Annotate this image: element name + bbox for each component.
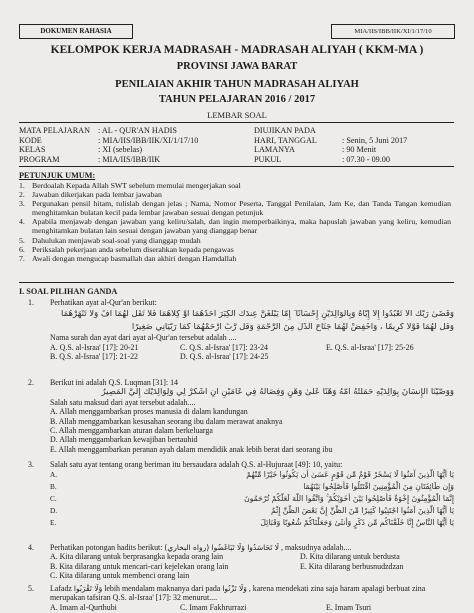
info-value: : MIA/IIS/IBB/IIK bbox=[98, 154, 161, 164]
info-value: : 07.30 - 09.00 bbox=[342, 154, 390, 164]
question-1 bbox=[19, 298, 454, 361]
stem-text: , maksudnya adalah.... bbox=[279, 543, 352, 552]
info-row bbox=[254, 155, 407, 165]
option-b[interactable] bbox=[50, 481, 454, 493]
arabic-option: إِنَّمَا الْمُؤْمِنُونَ إِخْوَةٌ فَأَصْلِحُوا بَيْنَ أَخَوَيْكُمْ ۚ وَاتَّقُوا اللَّهَ لَعَلَّكُمْ تُرْحَمُونَ bbox=[244, 494, 454, 504]
header-province: PROVINSI JAWA BARAT bbox=[176, 61, 298, 72]
info-row bbox=[19, 126, 198, 136]
confidential-tag: DOKUMEN RAHASIA bbox=[19, 24, 133, 39]
option-e[interactable] bbox=[50, 517, 454, 529]
question-number: 1. bbox=[28, 298, 34, 307]
stem-text: lebih mendalam maknanya dari pada bbox=[102, 584, 223, 593]
option-c[interactable]: C. Imam Fakhrurrazi bbox=[180, 602, 247, 612]
instruction-item bbox=[19, 190, 451, 199]
info-row bbox=[254, 126, 407, 136]
instruction-item bbox=[19, 236, 451, 245]
instruction-text: Awali dengan mengucap basmallah dan akhiri dengan Hamdallah bbox=[32, 253, 237, 263]
question-body bbox=[50, 378, 454, 454]
info-key: LAMANYA bbox=[254, 145, 295, 155]
info-right bbox=[254, 126, 407, 164]
arabic-verse: وَوَصَّيْنَا الْإِنسَانَ بِوَالِدَيْهِ حَمَلَتْهُ أُمُّهُ وَهْنًا عَلَىٰ وَهْنٍ وَفِصَالُهُ فِي عَامَيْنِ أَنِ اشْكُرْ لِي وَلِوَالِدَيْكَ إِلَيَّ الْمَصِيرُ bbox=[101, 388, 454, 398]
question-body bbox=[50, 584, 454, 612]
question-prompt: Salah satu maksud dari ayat tersebut adalah.... bbox=[50, 397, 196, 407]
info-left bbox=[19, 126, 198, 164]
arabic-option: يَا أَيُّهَا النَّاسُ إِنَّا خَلَقْنَاكُم مِّن ذَكَرٍ وَأُنثَىٰ وَجَعَلْنَاكُمْ شُعُوبًا وَقَبَائِلَ bbox=[260, 518, 454, 528]
option-d[interactable]: D. Kita dilarang untuk berdusta bbox=[300, 552, 400, 562]
question-4 bbox=[19, 543, 454, 581]
instruction-number: 7. bbox=[19, 253, 25, 263]
info-value: : Senin, 5 Juni 2017 bbox=[342, 135, 408, 145]
option-d[interactable] bbox=[50, 505, 454, 517]
instructions-title: PETUNJUK UMUM: bbox=[19, 171, 96, 180]
section-title: I. SOAL PILIHAN GANDA bbox=[19, 287, 118, 296]
option-a[interactable] bbox=[50, 469, 454, 481]
question-stem bbox=[50, 543, 454, 552]
question-stem bbox=[50, 584, 454, 603]
info-value: : MIA/IIS/IBB/IIK/XI/1/17/10 bbox=[98, 135, 199, 145]
question-body bbox=[50, 460, 454, 529]
instruction-number: 5. bbox=[19, 235, 25, 245]
divider-info bbox=[19, 166, 454, 167]
info-key: DIUJIKAN PADA bbox=[254, 126, 316, 135]
option-d[interactable]: D. Q.S. al-Israa' [17]: 24-25 bbox=[180, 352, 269, 362]
arabic-option: يَا أَيُّهَا الَّذِينَ آمَنُوا لَا يَسْخَرْ قَوْمٌ مِّن قَوْمٍ عَسَىٰ أَن يَكُونُوا خَيْرًا مِّنْهُمْ bbox=[246, 470, 454, 480]
option-a[interactable]: A. Allah menggambarkan proses manusia di dalam kandungan bbox=[50, 407, 248, 417]
header-year: TAHUN PELAJARAN 2016 / 2017 bbox=[158, 94, 316, 105]
question-5 bbox=[19, 584, 454, 612]
info-row bbox=[254, 136, 407, 146]
option-a[interactable]: A. Imam al-Qurthubi bbox=[50, 602, 117, 612]
info-row bbox=[254, 145, 407, 155]
arabic-option: وَإِن طَائِفَتَانِ مِنَ الْمُؤْمِنِينَ اقْتَتَلُوا فَأَصْلِحُوا بَيْنَهُمَا bbox=[303, 482, 454, 492]
stem-text: , karena mendekati zina saja haram apalagi berbuat zina merupakan tafsiran Q.S. al-Israa' [17]: 32 menurut.... bbox=[50, 584, 426, 603]
stem-text: Perhatikan potongan hadits berikut: bbox=[50, 543, 165, 552]
question-prompt: Nama surah dan ayat dari ayat al-Qur'an tersebut adalah .... bbox=[50, 333, 237, 343]
option-e[interactable]: E. Kita dilarang berbusnudzdzan bbox=[300, 561, 404, 571]
option-label: A. bbox=[50, 470, 58, 480]
option-label: E. bbox=[50, 518, 57, 528]
instruction-text: Jawaban dikerjakan pada lembar jawaban bbox=[32, 190, 162, 200]
option-label: C. bbox=[50, 494, 57, 504]
instruction-item bbox=[19, 254, 451, 263]
arabic-word: وَلَا تَزْنُوا bbox=[222, 584, 247, 593]
info-key: HARI, TANGGAL bbox=[254, 135, 317, 145]
option-e[interactable]: E. Allah menggambarkan peranan ayah dalam mendidik anak lebih berat dari seorang ibu bbox=[50, 444, 333, 454]
question-number: 4. bbox=[28, 543, 34, 552]
info-row bbox=[19, 145, 198, 155]
option-empty bbox=[300, 571, 474, 580]
arabic-option: يَا أَيُّهَا الَّذِينَ آمَنُوا اجْتَنِبُوا كَثِيرًا مِّنَ الظَّنِّ إِنَّ بَعْضَ الظَّنِّ إِثْمٌ bbox=[270, 506, 454, 516]
option-b[interactable]: B. Kita dilarang untuk mencari-cari kejelekan orang lain bbox=[50, 561, 229, 571]
instruction-number: 1. bbox=[19, 181, 25, 190]
option-b[interactable]: B. Allah menggambarkan kesusahan seorang ibu dalam merawat anaknya bbox=[50, 416, 283, 426]
info-row bbox=[19, 155, 198, 165]
option-d[interactable]: D. Allah menggambarkan kewajiban bertauhid bbox=[50, 435, 198, 445]
option-a[interactable]: A. Q.S. al-Israa' [17]: 20-21 bbox=[50, 342, 139, 352]
option-c[interactable]: C. Kita dilarang untuk membenci orang lain bbox=[50, 571, 190, 581]
arabic-verse: وَقُل لَّهُمَا قَوْلًا كَرِيمًا ، وَاخْفِضْ لَهُمَا جَنَاحَ الذُّلِّ مِنَ الرَّحْمَةِ وَقُل رَّبِّ ارْحَمْهُمَا كَمَا رَبَّيَانِي صَغِيرًا bbox=[131, 322, 454, 332]
question-stem: Salah satu ayat tentang orang beriman itu bersaudara adalah Q.S. al-Hujuraat [49]: 10, yaitu: bbox=[50, 460, 343, 469]
info-key: MATA PELAJARAN bbox=[19, 126, 90, 135]
instruction-text: Periksalah pekerjaan anda sebelum diserahkan kepada pengawas bbox=[32, 244, 234, 254]
option-empty bbox=[326, 352, 474, 361]
info-key: KODE bbox=[19, 135, 42, 145]
option-a[interactable]: A. Kita dilarang untuk berprasangka kepada orang lain bbox=[50, 552, 224, 562]
options bbox=[50, 552, 454, 580]
info-key: PROGRAM bbox=[19, 154, 60, 164]
option-e[interactable]: E. Imam Tsuri bbox=[326, 602, 372, 612]
divider-section bbox=[19, 282, 454, 283]
option-label: D. bbox=[50, 506, 58, 516]
instruction-number: 4. bbox=[19, 217, 25, 227]
info-value: : 90 Menit bbox=[342, 145, 377, 155]
arabic-verse: وَقَضَىٰ رَبُّكَ أَلَّا تَعْبُدُوا إِلَّا إِيَّاهُ وَبِالْوَالِدَيْنِ إِحْسَانًا ۚ إِمَّا يَبْلُغَنَّ عِندَكَ الْكِبَرَ أَحَدُهُمَا أَوْ كِلَاهُمَا فَلَا تَقُل لَّهُمَا أُفٍّ وَلَا تَنْهَرْهُمَا bbox=[61, 310, 454, 320]
instructions-list bbox=[19, 181, 451, 263]
header-sheet: LEMBAR SOAL bbox=[207, 110, 267, 120]
instruction-item bbox=[19, 245, 451, 254]
instruction-text: Apabila menjawab dengan jawaban yang keliru/salah, dan ingin memperbaikinya, maka hapuslah jawaban yang keliru, kemudian menghitamkan bulatan lain sesuai dengan jawaban yang dianggap benar bbox=[32, 217, 451, 236]
instruction-number: 6. bbox=[19, 244, 25, 254]
question-body bbox=[50, 543, 454, 581]
question-3 bbox=[19, 460, 454, 529]
arabic-word: وَلَا تَقْرَبُوا bbox=[73, 584, 103, 593]
info-value: : XI (sebelas) bbox=[98, 145, 143, 155]
instruction-item bbox=[19, 181, 451, 190]
option-b[interactable]: B. Q.S. al-Israa' [17]: 21-22 bbox=[50, 352, 138, 362]
option-c[interactable]: C. Q.S. al-Israa' [17]: 23-24 bbox=[180, 342, 268, 352]
option-label: B. bbox=[50, 482, 57, 492]
arabic-hadith: لَا تَحَاسَدُوا وَلَا تَبَاغَضُوا (رواه البخاري) bbox=[164, 543, 280, 552]
instruction-item bbox=[19, 199, 451, 217]
question-stem: Perhatikan ayat al-Qur'an berikut: bbox=[50, 298, 157, 307]
option-e[interactable]: E. Q.S. al-Israa' [17]: 25-26 bbox=[326, 342, 414, 352]
question-number: 3. bbox=[28, 460, 34, 469]
instruction-text: Pergunakan pensil hitam, tulislah dengan jelas ; Nama, Nomor Peserta, Tanggal Penilaian, Jam Ke, dan Tanda Tangan kemudian menghitamkan bulatan kecil pada lembar jawaban sesuai dengan petunjuk bbox=[32, 199, 451, 218]
header-exam: PENILAIAN AKHIR TAHUN MADRASAH ALIYAH bbox=[115, 79, 359, 90]
stem-text: Lafadz bbox=[50, 584, 74, 593]
options bbox=[50, 603, 454, 612]
question-2 bbox=[19, 378, 454, 454]
question-body bbox=[50, 298, 454, 361]
info-key: PUKUL bbox=[254, 154, 282, 164]
instruction-number: 3. bbox=[19, 199, 25, 209]
instruction-text: Berdoalah Kepada Allah SWT sebelum memulai mengerjakan soal bbox=[32, 181, 241, 190]
info-key: KELAS bbox=[19, 145, 46, 155]
question-number: 2. bbox=[28, 378, 34, 387]
option-c[interactable] bbox=[50, 493, 454, 505]
question-number: 5. bbox=[28, 584, 34, 593]
option-c[interactable]: C. Allah menggambarkan aturan dalam berkeluarga bbox=[50, 426, 213, 436]
options bbox=[50, 343, 454, 362]
document-code-tag: MIA/IIS/IBB/IIK/XI/1/17/10 bbox=[331, 24, 455, 39]
divider-top bbox=[19, 122, 454, 123]
question-stem: Berikut ini adalah Q.S. Luqman [31]: 14 bbox=[50, 378, 178, 387]
instruction-number: 2. bbox=[19, 190, 25, 200]
instruction-text: Dahulukan menjawab soal-soal yang dianggap mudah bbox=[32, 235, 201, 245]
instruction-item bbox=[19, 217, 451, 235]
info-value: : AL - QUR'AN HADIS bbox=[98, 126, 177, 135]
info-row bbox=[19, 136, 198, 146]
header-title: KELOMPOK KERJA MADRASAH - MADRASAH ALIYAH ( KKM-MA ) bbox=[50, 44, 424, 56]
